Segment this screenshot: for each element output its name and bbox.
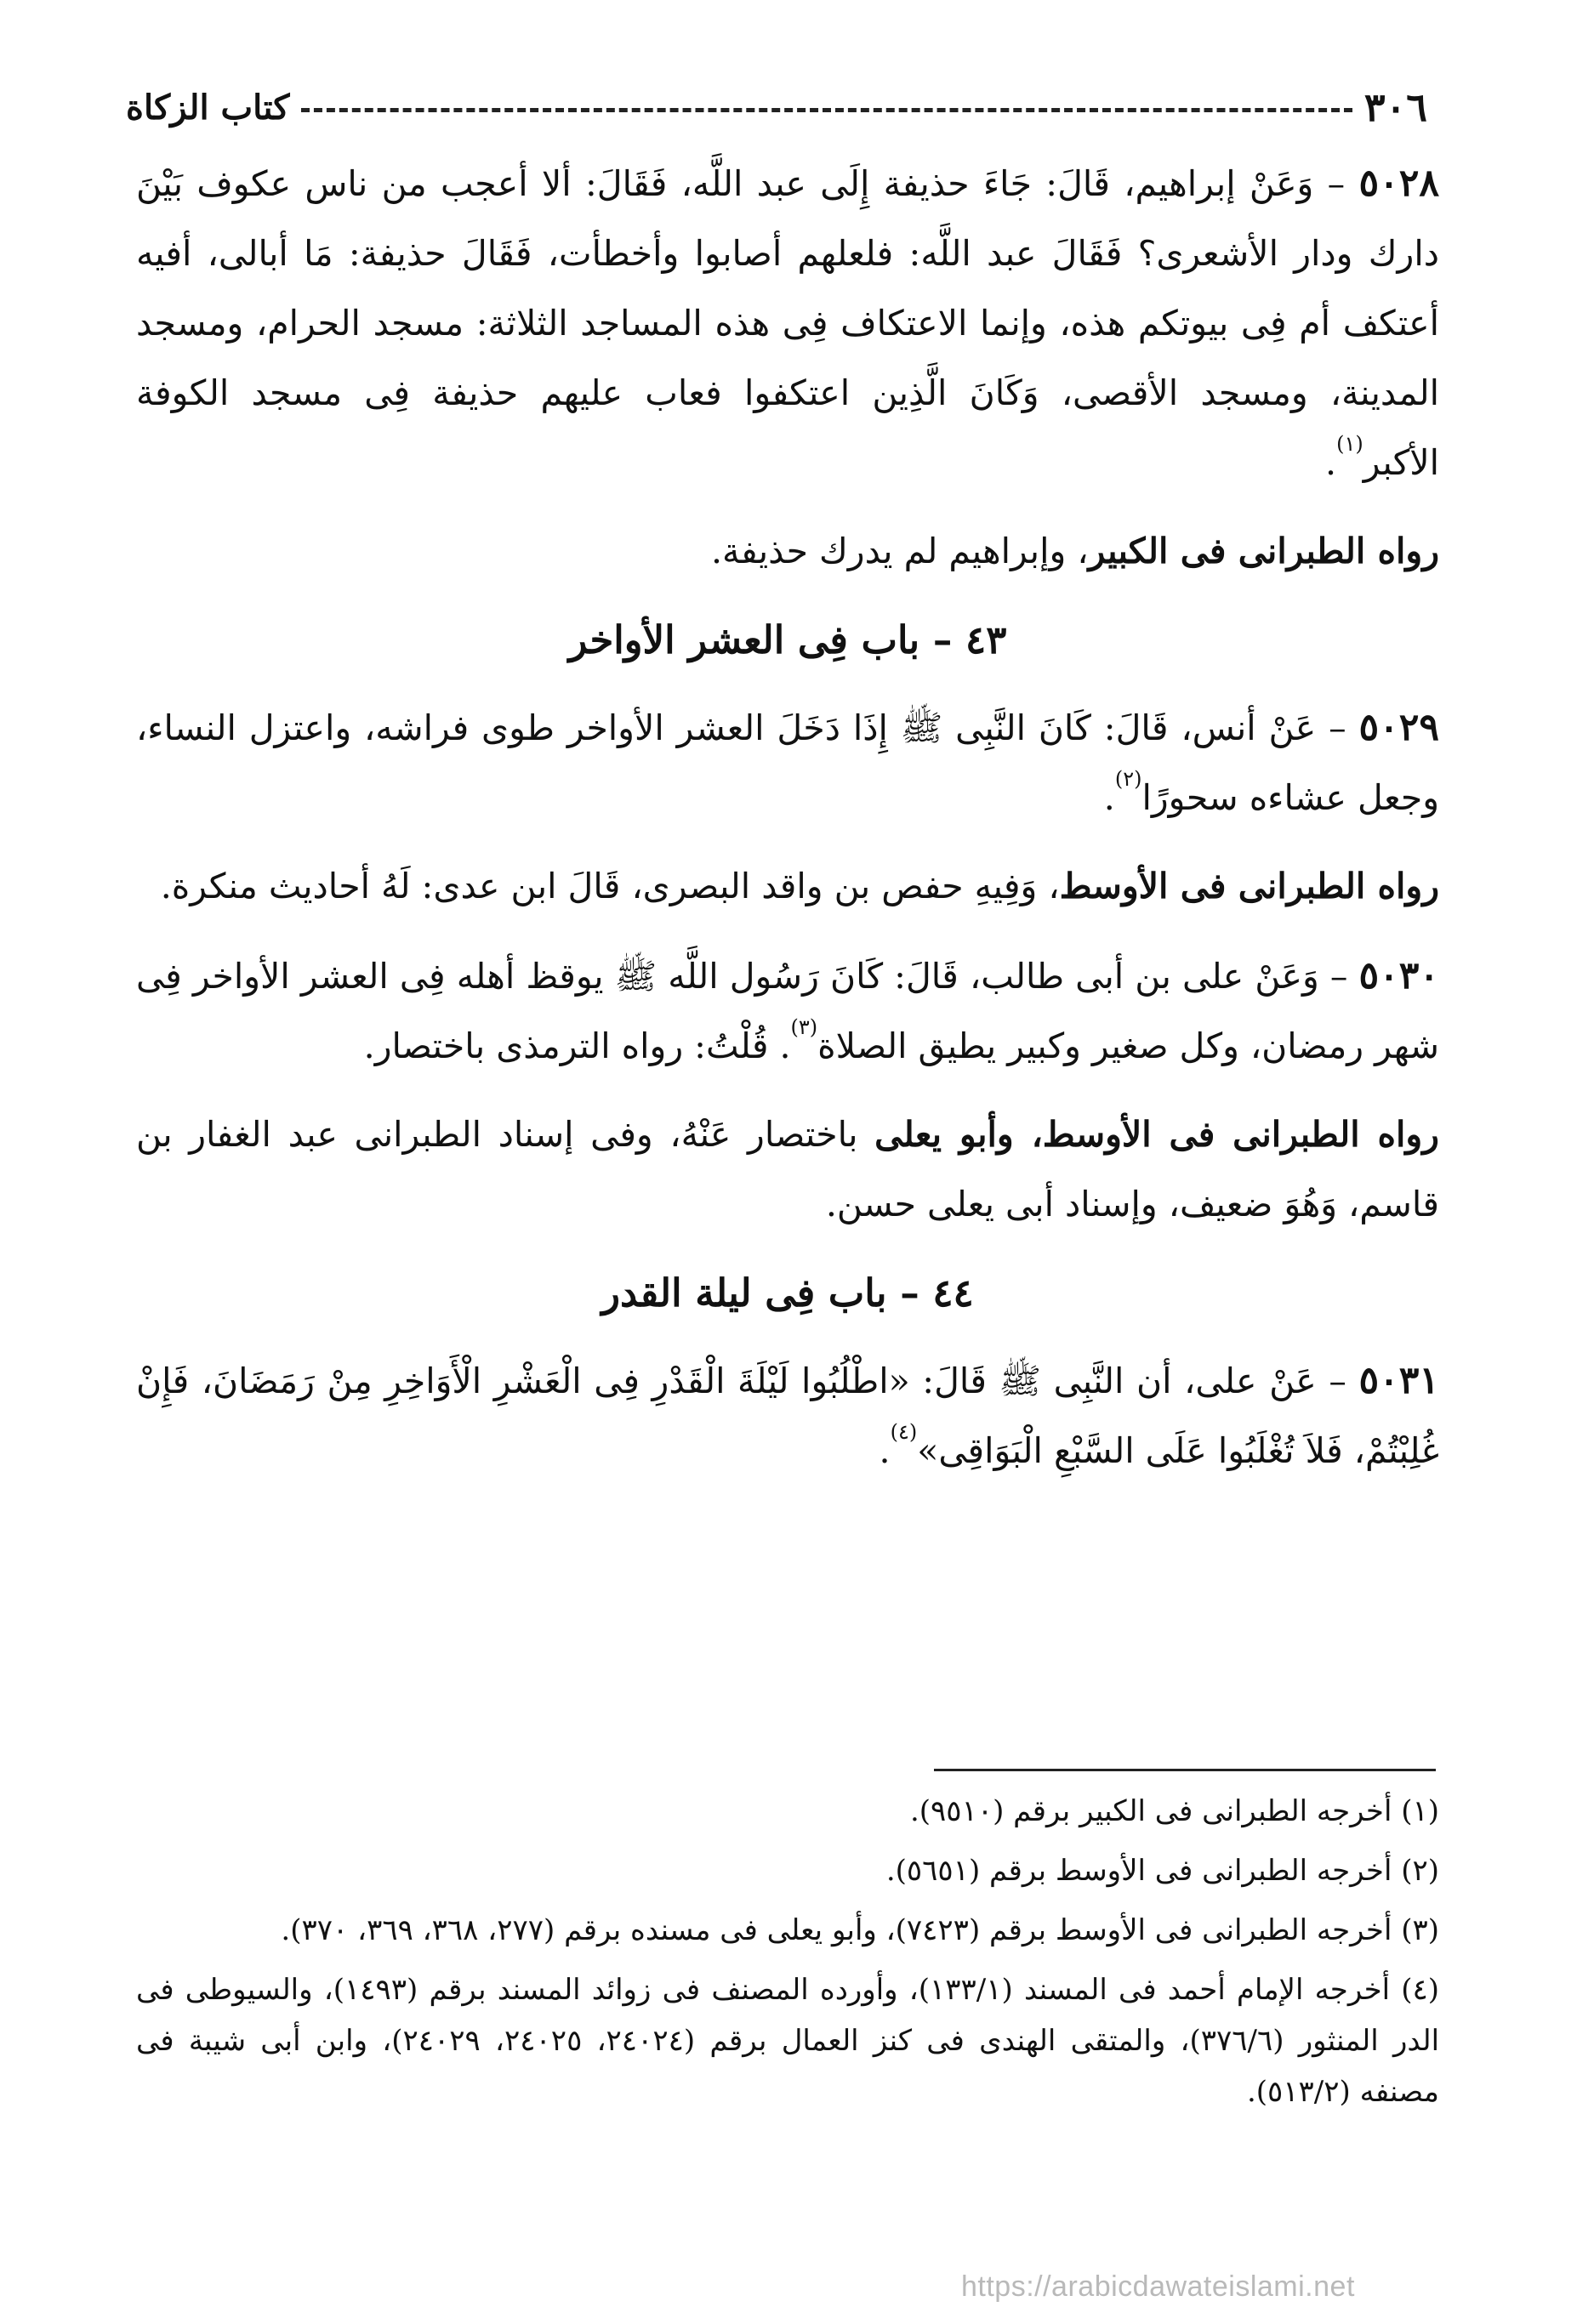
source-bold: رواه الطبرانى فى الأوسط bbox=[1059, 866, 1439, 906]
footnotes bbox=[136, 1786, 1439, 2126]
running-header bbox=[126, 82, 1427, 133]
footnote-ref: (٣) bbox=[790, 1015, 818, 1039]
footnote-ref: (٢) bbox=[1114, 767, 1142, 791]
book-title: كتاب الزكاة bbox=[126, 87, 290, 128]
source-bold: رواه الطبرانى فى الأوسط، وأبو يعلى bbox=[874, 1114, 1439, 1155]
chapter-title: باب فِى العشر الأواخر bbox=[568, 617, 920, 662]
hadith-entry: ٥٠٣١ – عَنْ على، أن النَّبِى ﷺ قَالَ: «اطْلُبُوا لَيْلَةَ الْقَدْرِ فِى الْعَشْرِ الْأَوَاخِرِ مِنْ رَمَضَانَ، فَإِنْ غُلِبْتُمْ، فَلاَ تُغْلَبُوا عَلَى السَّبْعِ الْبَوَاقِى»$^{(٤)}$. bbox=[136, 1359, 1439, 1471]
footnote: (٢) أخرجه الطبرانى فى الأوسط برقم (٥٦٥١). bbox=[885, 1854, 1439, 1888]
hadith-entry: ٥٠٣٠ – وَعَنْ على بن أبى طالب، قَالَ: كَانَ رَسُول اللَّه ﷺ يوقظ أهله فِى العشر الأواخر فِى شهر رمضان، وكل صغير وكبير يطيق الصلاة$^{(٣)}$. قُلْتُ: رواه الترمذى باختصار. bbox=[136, 954, 1439, 1066]
hadith-number: ٥٠٢٨ bbox=[1358, 162, 1439, 205]
chapter-number: ٤٤ bbox=[932, 1270, 974, 1315]
chapter-title: باب فِى ليلة القدر bbox=[601, 1270, 887, 1315]
hadith-entry: ٥٠٢٨ – وَعَنْ إبراهيم، قَالَ: جَاءَ حذيفة إِلَى عبد اللَّه، فَقَالَ: ألا أعجب من ناس عكوف بَيْنَ دارك ودار الأشعرى؟ فَقَالَ عبد اللَّه: فلعلهم أصابوا وأخطأت، فَقَالَ حذيفة: مَا أبالى، أفيه أعتكف أم فِى بيوتكم هذه، وإنما الاعتكاف فِى هذه المساجد الثلاثة: مسجد الحرام، ومسجد المدينة، ومسجد الأقصى، وَكَانَ الَّذِين اعتكفوا فعاب عليهم حذيفة فِى مسجد الكوفة الأكبر$^{(١)}$. bbox=[136, 162, 1440, 483]
footnote-ref: (٤) bbox=[890, 1420, 918, 1444]
chapter-heading: ٤٣ – باب فِى العشر الأواخر bbox=[568, 617, 1007, 662]
footnote-ref: (١) bbox=[1336, 432, 1363, 456]
page-number: ٣٠٦ bbox=[1363, 84, 1427, 130]
source-note bbox=[136, 516, 1439, 586]
source-bold: رواه الطبرانى فى الكبير bbox=[1088, 531, 1439, 571]
source-rest: ، وإبراهيم لم يدرك حذيفة. bbox=[710, 531, 1089, 571]
source-note bbox=[136, 851, 1439, 921]
hadith-entry: ٥٠٢٩ – عَنْ أنس، قَالَ: كَانَ النَّبِى ﷺ إِذَا دَخَلَ العشر الأواخر طوى فراشه، واعتزل النساء، وجعل عشاءه سحورًا$^{(٢)}$. bbox=[136, 706, 1439, 818]
chapter-heading: ٤٤ – باب فِى ليلة القدر bbox=[601, 1270, 974, 1315]
chapter-number: ٤٣ bbox=[965, 617, 1007, 662]
hadith-number: ٥٠٣٠ bbox=[1358, 954, 1439, 997]
hadith-number: ٥٠٢٩ bbox=[1358, 706, 1439, 749]
hadith-text: وَعَنْ على بن أبى طالب، قَالَ: كَانَ رَسُول اللَّه ﷺ يوقظ أهله فِى العشر الأواخر فِى شهر رمضان، وكل صغير وكبير يطيق الصلاة bbox=[136, 956, 1439, 1066]
hadith-text: عَنْ على، أن النَّبِى ﷺ قَالَ: «اطْلُبُوا لَيْلَةَ الْقَدْرِ فِى الْعَشْرِ الْأَوَاخِرِ مِنْ رَمَضَانَ، فَإِنْ غُلِبْتُمْ، فَلاَ تُغْلَبُوا عَلَى السَّبْعِ الْبَوَاقِى» bbox=[136, 1361, 1439, 1471]
source-rest: باختصار عَنْهُ، وفى إسناد الطبرانى عبد الغفار بن قاسم، وَهُوَ ضعيف، وإسناد أبى يعلى حسن. bbox=[136, 1114, 1439, 1225]
main-text bbox=[136, 149, 1439, 1486]
footnote: (١) أخرجه الطبرانى فى الكبير برقم (٩٥١٠). bbox=[909, 1794, 1439, 1828]
source-note bbox=[136, 1099, 1439, 1239]
watermark: https://arabicdawateislami.net bbox=[961, 2270, 1355, 2303]
hadith-text: عَنْ أنس، قَالَ: كَانَ النَّبِى ﷺ إِذَا دَخَلَ العشر الأواخر طوى فراشه، واعتزل النساء، وجعل عشاءه سحورًا bbox=[136, 707, 1439, 818]
footnote-separator bbox=[934, 1769, 1436, 1771]
hadith-number: ٥٠٣١ bbox=[1358, 1359, 1439, 1402]
hadith-text: وَعَنْ إبراهيم، قَالَ: جَاءَ حذيفة إِلَى عبد اللَّه، فَقَالَ: ألا أعجب من ناس عكوف بَيْنَ دارك ودار الأشعرى؟ فَقَالَ عبد اللَّه: فلعلهم أصابوا وأخطأت، فَقَالَ حذيفة: مَا أبالى، أفيه أعتكف أم فِى بيوتكم هذه، وإنما الاعتكاف فِى هذه المساجد الثلاثة: مسجد الحرام، ومسجد المدينة، ومسجد الأقصى، وَكَانَ الَّذِين اعتكفوا فعاب عليهم حذيفة فِى مسجد الكوفة الأكبر bbox=[136, 163, 1440, 483]
source-rest: ، وَفِيهِ حفص بن واقد البصرى، قَالَ ابن عدى: لَهُ أحاديث منكرة. bbox=[160, 866, 1060, 906]
footnote: (٣) أخرجه الطبرانى فى الأوسط برقم (٧٤٢٣)، وأبو يعلى فى مسنده برقم (٢٧٧، ٣٦٨، ٣٦٩، ٣٧٠). bbox=[281, 1913, 1439, 1947]
footnote: (٤) أخرجه الإمام أحمد فى المسند (١٣٣/١)، وأورده المصنف فى زوائد المسند برقم (١٤٩٣)، والسيوطى فى الدر المنثور (٣٧٦/٦)، والمتقى الهندى فى كنز العمال برقم (٢٤٠٢٤، ٢٤٠٢٥، ٢٤٠٢٩)، وابن أبى شيبة فى مصنفه (٥١٣/٢). bbox=[136, 1973, 1440, 2109]
header-dashed-rule bbox=[301, 108, 1352, 112]
